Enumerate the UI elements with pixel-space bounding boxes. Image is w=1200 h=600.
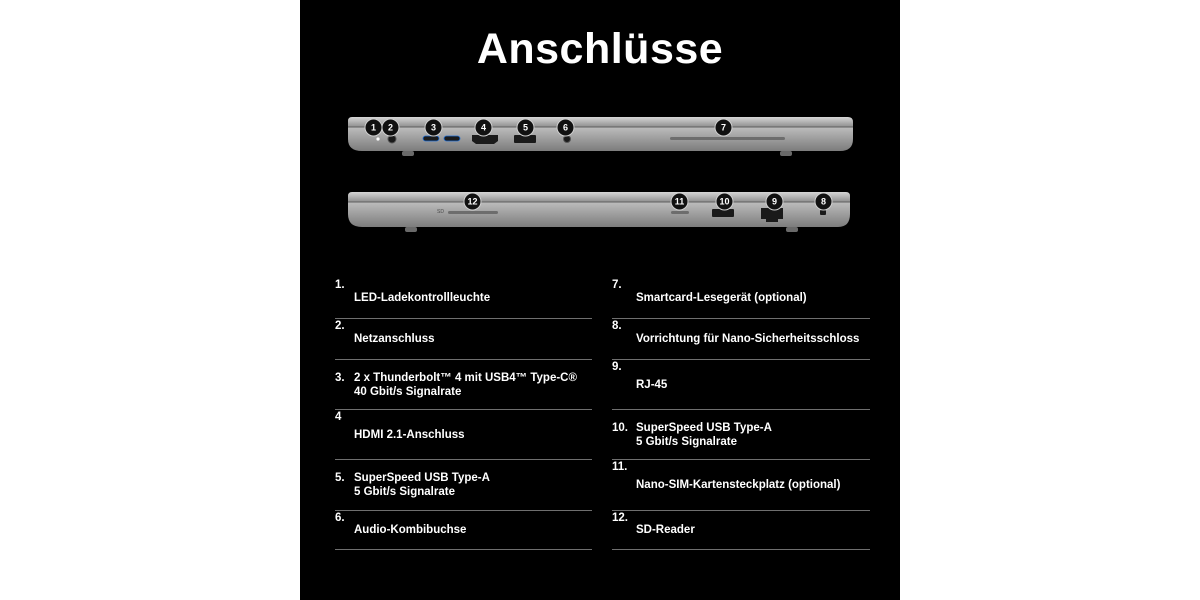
usb-c-port-icon bbox=[423, 136, 439, 141]
item-label: RJ-45 bbox=[636, 378, 668, 391]
page-title: Anschlüsse bbox=[476, 25, 724, 73]
list-item bbox=[612, 278, 870, 319]
port-list-right bbox=[612, 278, 870, 550]
list-item bbox=[612, 410, 870, 460]
list-item bbox=[612, 511, 870, 550]
list-item bbox=[335, 319, 592, 360]
item-label: Netzanschluss bbox=[354, 333, 435, 345]
port-badge: 6 bbox=[557, 119, 575, 137]
sd-slot-mark: SD bbox=[437, 209, 444, 215]
item-number: 7. bbox=[612, 279, 622, 291]
smartcard-slot-icon bbox=[670, 137, 785, 140]
list-item bbox=[335, 460, 592, 511]
item-number: 2. bbox=[335, 320, 345, 332]
item-label: Vorrichtung für Nano-Sicherheitsschloss bbox=[636, 333, 860, 345]
item-label: LED-Ladekontrollleuchte bbox=[354, 292, 491, 304]
list-item bbox=[335, 278, 592, 319]
port-badge: 11 bbox=[671, 193, 689, 211]
item-number: 8. bbox=[612, 320, 622, 332]
item-label: SD-Reader bbox=[636, 524, 695, 536]
port-badge: 9 bbox=[766, 193, 784, 211]
laptop-right-side-view bbox=[300, 180, 900, 270]
port-badge: 4 bbox=[475, 119, 493, 137]
list-item bbox=[612, 460, 870, 511]
port-badge: 7 bbox=[715, 119, 733, 137]
list-item bbox=[335, 410, 592, 460]
list-item bbox=[335, 360, 592, 410]
item-number: 5. bbox=[335, 472, 345, 484]
port-badge: 1 bbox=[365, 119, 383, 137]
port-list-left bbox=[335, 278, 592, 550]
item-label: 2 x Thunderbolt™ 4 mit USB4™ Type-C® 40 Gbit/s Signalrate bbox=[354, 371, 577, 398]
item-label: SuperSpeed USB Type-A 5 Gbit/s Signalrate bbox=[636, 421, 772, 448]
usb-c-port-icon bbox=[444, 136, 460, 141]
item-number: 11. bbox=[612, 461, 628, 473]
sim-slot-icon bbox=[671, 211, 689, 214]
port-badge: 5 bbox=[517, 119, 535, 137]
list-item bbox=[335, 511, 592, 550]
item-number: 1. bbox=[335, 279, 345, 291]
port-badge: 8 bbox=[815, 193, 833, 211]
laptop-right-side-illustration bbox=[300, 180, 900, 270]
product-infographic-panel bbox=[300, 0, 900, 600]
item-label: Audio-Kombibuchse bbox=[354, 524, 467, 536]
item-label: Smartcard-Lesegerät (optional) bbox=[636, 292, 807, 304]
port-badge: 12 bbox=[464, 193, 482, 211]
lock-slot-icon bbox=[820, 210, 826, 215]
sd-slot-icon bbox=[448, 211, 498, 214]
item-number: 3. bbox=[335, 371, 345, 384]
port-badge: 10 bbox=[716, 193, 734, 211]
item-label: HDMI 2.1-Anschluss bbox=[354, 428, 465, 441]
led-indicator-icon bbox=[376, 137, 379, 140]
item-number: 4 bbox=[335, 411, 342, 423]
item-label: SuperSpeed USB Type-A 5 Gbit/s Signalrate bbox=[354, 472, 490, 498]
list-item bbox=[612, 360, 870, 410]
port-badge: 2 bbox=[382, 119, 400, 137]
item-number: 9. bbox=[612, 361, 622, 373]
audio-jack-icon bbox=[564, 136, 571, 143]
port-badge: 3 bbox=[425, 119, 443, 137]
item-number: 6. bbox=[335, 512, 345, 524]
item-number: 10. bbox=[612, 421, 628, 434]
list-item bbox=[612, 319, 870, 360]
item-label: Nano-SIM-Kartensteckplatz (optional) bbox=[636, 479, 841, 491]
item-number: 12. bbox=[612, 512, 628, 524]
